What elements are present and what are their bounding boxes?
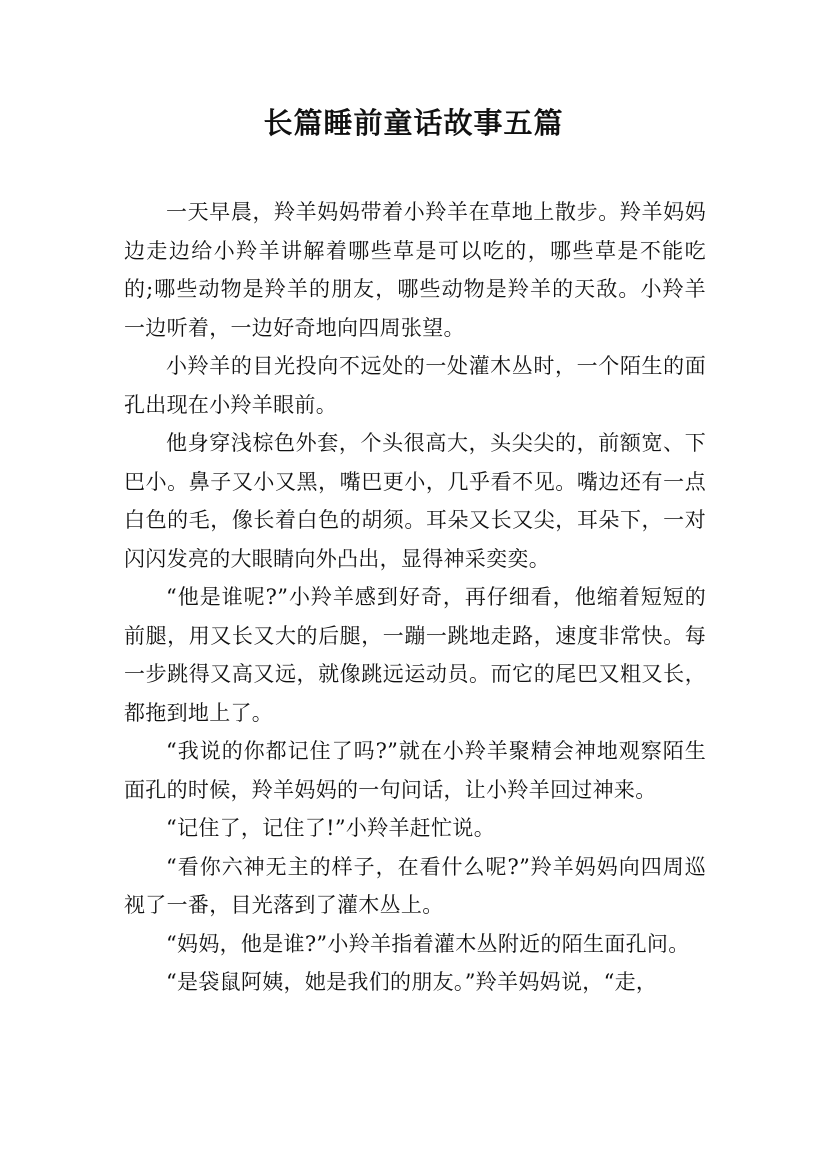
paragraph-9: “是袋鼠阿姨，她是我们的朋友。”羚羊妈妈说，“走，: [166, 970, 658, 994]
paragraph-8: “妈妈，他是谁?”小羚羊指着灌木丛附近的陌生面孔问。: [166, 931, 690, 956]
paragraph-5: “我说的你都记住了吗?”就在小羚羊聚精会神地观察陌生面孔的时候，羚羊妈妈的一句问话，让小羚羊回过神来。: [124, 739, 706, 802]
paragraph-7: “看你六神无主的样子，在看什么呢?”羚羊妈妈向四周巡视了一番，目光落到了灌木丛上。: [124, 854, 706, 917]
paragraph-1: 一天早晨，羚羊妈妈带着小羚羊在草地上散步。羚羊妈妈边走边给小羚羊讲解着哪些草是可以吃的，哪些草是不能吃的;哪些动物是羚羊的朋友，哪些动物是羚羊的天敌。小羚羊一边听着，一边好奇地向四周张望。: [124, 200, 706, 340]
paragraph-3: 他身穿浅棕色外套，个头很高大，头尖尖的，前额宽、下巴小。鼻子又小又黑，嘴巴更小，几乎看不见。嘴边还有一点白色的毛，像长着白色的胡须。耳朵又长又尖，耳朵下，一对闪闪发亮的大眼睛向外凸出，显得神采奕奕。: [124, 431, 706, 571]
paragraph-4: “他是谁呢?”小羚羊感到好奇，再仔细看，他缩着短短的前腿，用又长又大的后腿，一蹦一跳地走路，速度非常快。每一步跳得又高又远，就像跳远运动员。而它的尾巴又粗又长，都拖到地上了。: [124, 585, 706, 725]
document-title: 长篇睡前童话故事五篇: [263, 106, 564, 140]
paragraph-6: “记住了，记住了!”小羚羊赶忙说。: [166, 816, 496, 840]
paragraph-2: 小羚羊的目光投向不远处的一处灌木丛时，一个陌生的面孔出现在小羚羊眼前。: [124, 354, 706, 417]
document-body: [124, 193, 706, 1002]
